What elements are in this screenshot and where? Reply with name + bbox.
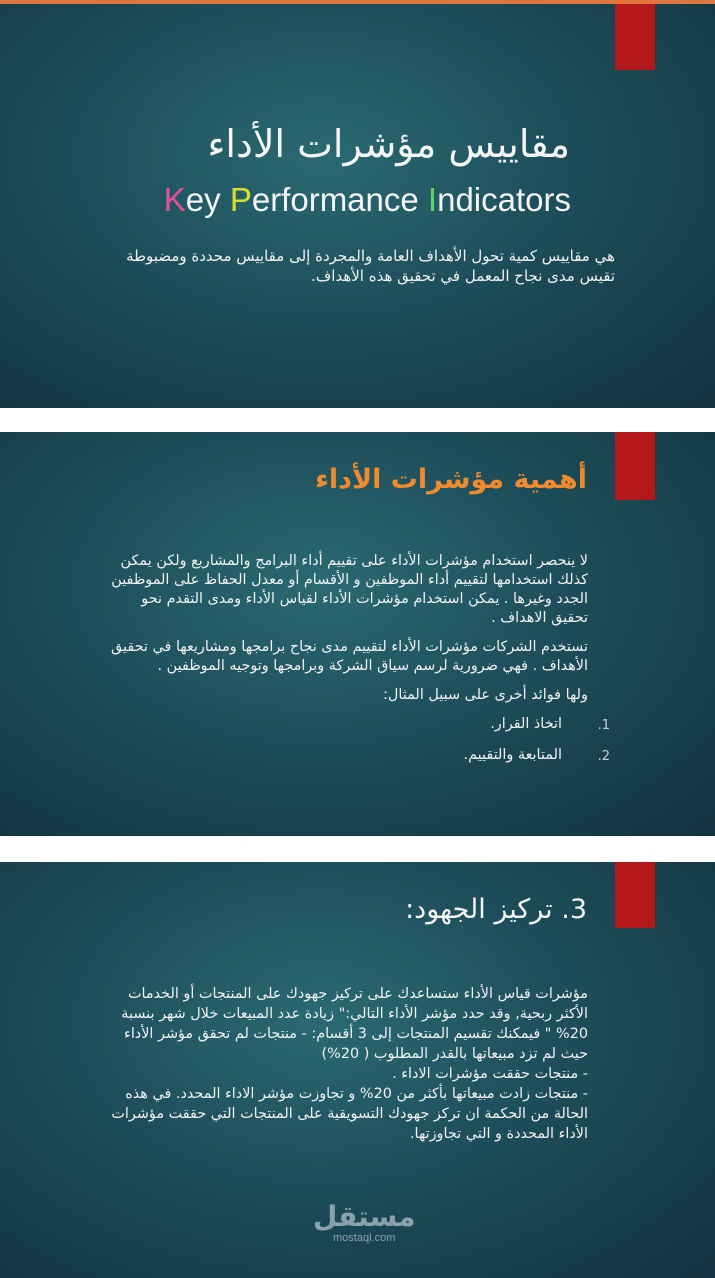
slide-3 <box>0 862 715 1278</box>
red-accent-bar <box>615 4 655 70</box>
item-number: 1. <box>597 718 610 733</box>
logo-url: mostaql.com <box>333 1232 396 1244</box>
slide-title-english <box>164 181 571 219</box>
mostaql-watermark-logo <box>313 1202 415 1244</box>
numbered-item <box>110 746 610 765</box>
slide-title: 3. تركيز الجهود: <box>405 894 587 925</box>
bullet-list <box>110 552 610 777</box>
item-number: 2. <box>597 749 610 764</box>
red-accent-bar <box>615 862 655 928</box>
slide-2 <box>0 432 715 836</box>
list-item <box>110 552 610 628</box>
paragraph: - منتجات حققت مؤشرات الاداء . <box>392 1066 588 1082</box>
numbered-item-text: المتابعة والتقييم. <box>463 747 562 763</box>
title-letter-p: P <box>229 181 252 218</box>
slide-1 <box>0 4 715 408</box>
numbered-item <box>110 715 610 734</box>
numbered-item-text: اتخاذ القرار. <box>490 716 562 732</box>
paragraph: مؤشرات قياس الأداء ستساعدك على تركيز جهودك على المنتجات أو الخدمات الأكثر ربحية, وقد حدد مؤشر الأداء التالي:" زيادة عدد المبيعات خلال شهر بنسبة 20% " فيمكنك تقسيم المنتجات إلى 3 أقسام: - منتجات لم تحقق مؤشر الأداء حيث لم تزد مبيعاتها بالقدر المطلوب ( 20%) <box>121 986 588 1062</box>
list-item <box>110 686 610 705</box>
slide-title: أهمية مؤشرات الأداء <box>315 464 587 495</box>
list-item <box>105 984 610 1144</box>
list-item-text: لا ينحصر استخدام مؤشرات الأداء على تقييم أداء البرامج والمشاريع ولكن يمكن كذلك استخدامها لتقييم أداء الموظفين و الأقسام أو معدل الحفاظ على الموظفين الجدد وغيرها . يمكن استخدام مؤشرات الأداء لقياس الأداء ومدى التقدم نحو تحقيق الاهداف . <box>111 553 588 626</box>
title-letter-k: K <box>163 181 186 218</box>
title-letter-i: I <box>427 181 438 218</box>
title-part-erformance: erformance <box>251 181 428 218</box>
slide-title-arabic: مقاييس مؤشرات الأداء <box>207 122 570 166</box>
title-part-ey: ey <box>185 181 230 218</box>
paragraph: - منتجات زادت مبيعاتها بأكثر من 20% و تجاوزت مؤشر الاداء المحدد. في هذه الحالة من الحكمة ان تركز جهودك التسويقية على المنتجات التي حققت مؤشرات الأداء المحددة و التي تجاوزتها. <box>111 1086 588 1142</box>
list-item <box>110 638 610 676</box>
red-accent-bar <box>615 432 655 500</box>
definition-text: هي مقاييس كمية تحول الأهداف العامة والمجردة إلى مقاييس محددة ومضبوطة تقيس مدى نجاح المعمل في تحقيق هذه الأهداف. <box>126 247 615 285</box>
title-part-ndicators: ndicators <box>437 181 571 218</box>
logo-arabic: مستقل <box>313 1200 416 1233</box>
body-text <box>105 984 610 1144</box>
list-item-text: تستخدم الشركات مؤشرات الأداء لتقييم مدى نجاح برامجها ومشاريعها في تحقيق الأهداف . فهي ضرورية لرسم سياق الشركة وبرامجها وتوجيه الموظفين . <box>111 639 588 674</box>
list-item-text: ولها فوائد أخرى على سبيل المثال: <box>383 687 588 703</box>
